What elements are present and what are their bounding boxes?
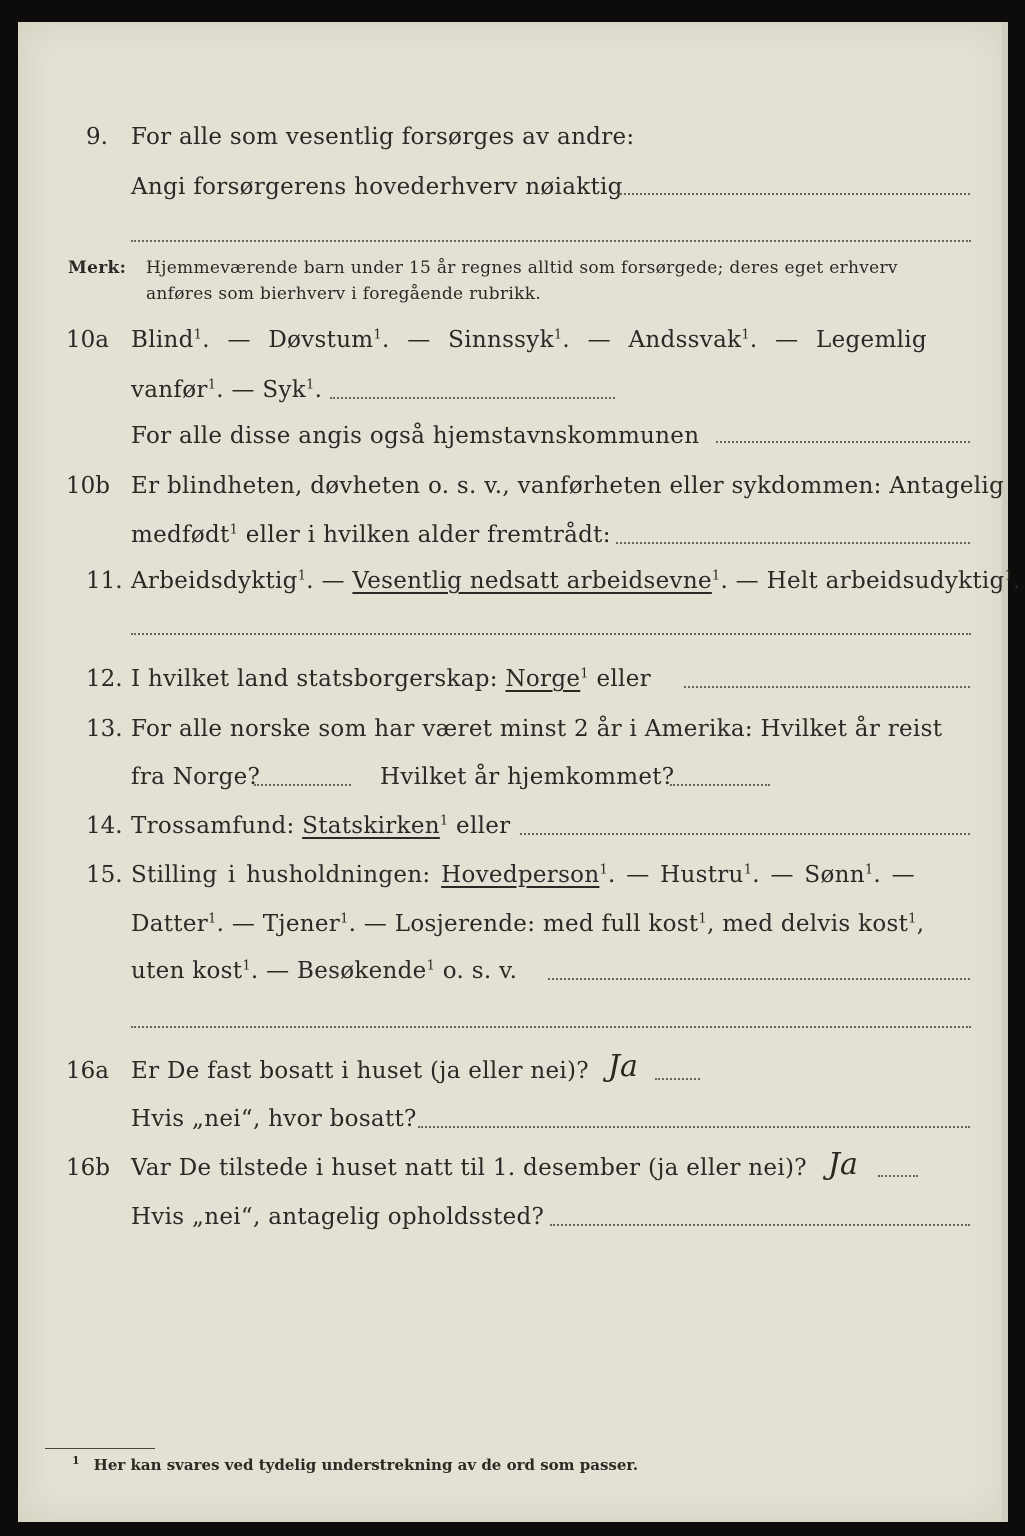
q10a-line2: vanfør$^1$. — Syk$^1$.	[131, 377, 323, 403]
q16b-handwritten-answer[interactable]: Ja	[828, 1147, 858, 1182]
q16a-line1: Er De fast bosatt i huset (ja eller nei)?	[131, 1058, 589, 1084]
merk-line2: anføres som bierhverv i foregående rubrikk.	[146, 284, 542, 304]
q16a-answer-line[interactable]	[655, 1078, 700, 1080]
q16a-line2: Hvis „nei“, hvor bosatt?	[131, 1106, 417, 1132]
q12-number: 12.	[86, 666, 123, 692]
q11-extra-line[interactable]	[131, 633, 971, 635]
q13-line2a: fra Norge?	[131, 764, 261, 790]
q16a-bosatt-line[interactable]	[418, 1126, 970, 1128]
q10b-line2: medfødt$^1$ eller i hvilken alder fremtrådt:	[131, 522, 611, 548]
q10b-line1: Er blindheten, døvheten o. s. v., vanførheten eller sykdommen: Antagelig	[131, 473, 1005, 499]
q13-reist-line[interactable]	[254, 784, 351, 786]
q9-line2: Angi forsørgerens hovederhverv nøiaktig	[131, 174, 623, 200]
q12-other-line[interactable]	[684, 686, 970, 688]
q13-number: 13.	[86, 716, 123, 742]
q15-extra-line[interactable]	[131, 1026, 971, 1028]
q15-line1: Stilling i husholdningen: Hovedperson$^1$. — Hustru$^1$. — Sønn$^1$. —	[131, 862, 915, 888]
q10a-line1: Blind$^1$. — Døvstum$^1$. — Sinnssyk$^1$. — Andssvak$^1$. — Legemlig	[131, 327, 927, 353]
q12-answer[interactable]: Norge	[505, 666, 581, 692]
q10b-number: 10b	[66, 473, 110, 499]
q16b-answer-line[interactable]	[878, 1175, 918, 1177]
q9-extra-line[interactable]	[131, 240, 971, 242]
q10a-syk-line[interactable]	[330, 397, 615, 399]
q10a-hjemstavn-line[interactable]	[716, 441, 970, 443]
merk-line1: Hjemmeværende barn under 15 år regnes alltid som forsørgede; deres eget erhverv	[146, 258, 898, 278]
page-edge	[1002, 22, 1008, 1522]
q15-line3: uten kost$^1$. — Besøkende$^1$ o. s. v.	[131, 958, 518, 984]
q14-other-line[interactable]	[520, 833, 970, 835]
merk-label: Merk:	[68, 258, 127, 278]
q10a-line3: For alle disse angis også hjemstavnskommunen	[131, 423, 700, 449]
q14-line: Trossamfund: Statskirken$^1$ eller	[131, 813, 511, 839]
q11-number: 11.	[86, 568, 123, 594]
q15-line2: Datter$^1$. — Tjener$^1$. — Losjerende: med full kost$^1$, med delvis kost$^1$,	[131, 911, 925, 937]
q13-hjemkommet-line[interactable]	[670, 784, 770, 786]
q16b-line2: Hvis „nei“, antagelig opholdssted?	[131, 1204, 545, 1230]
q14-answer[interactable]: Statskirken	[302, 813, 440, 839]
q9-number: 9.	[86, 124, 108, 150]
q15-other-line[interactable]	[548, 978, 970, 980]
q9-answer-line[interactable]	[620, 193, 970, 195]
q13-line2b: Hvilket år hjemkommet?	[380, 764, 675, 790]
q14-number: 14.	[86, 813, 123, 839]
q15-number: 15.	[86, 862, 123, 888]
q11-underlined-answer[interactable]: Vesentlig nedsatt arbeidsevne	[352, 568, 712, 594]
footnote: $^1$ Her kan svares ved tydelig understrekning av de ord som passer.	[72, 1454, 639, 1474]
q12-line: I hvilket land statsborgerskap: Norge$^1$ eller	[131, 666, 651, 692]
q10b-answer-line[interactable]	[616, 542, 970, 544]
q10a-number: 10a	[66, 327, 109, 353]
q16a-handwritten-answer[interactable]: Ja	[608, 1049, 638, 1084]
q16b-line1: Var De tilstede i huset natt til 1. desember (ja eller nei)?	[131, 1155, 807, 1181]
q9-line1: For alle som vesentlig forsørges av andre:	[131, 124, 635, 150]
q15-answer[interactable]: Hovedperson	[441, 862, 600, 888]
q11-line: Arbeidsdyktig$^1$. — Vesentlig nedsatt arbeidsevne$^1$. — Helt arbeidsudyktig$^1$.	[131, 568, 1021, 594]
q16a-number: 16a	[66, 1058, 109, 1084]
footnote-rule	[45, 1448, 155, 1449]
q16b-number: 16b	[66, 1155, 110, 1181]
q13-line1: For alle norske som har været minst 2 år i Amerika: Hvilket år reist	[131, 716, 943, 742]
q16b-opholdssted-line[interactable]	[550, 1224, 970, 1226]
